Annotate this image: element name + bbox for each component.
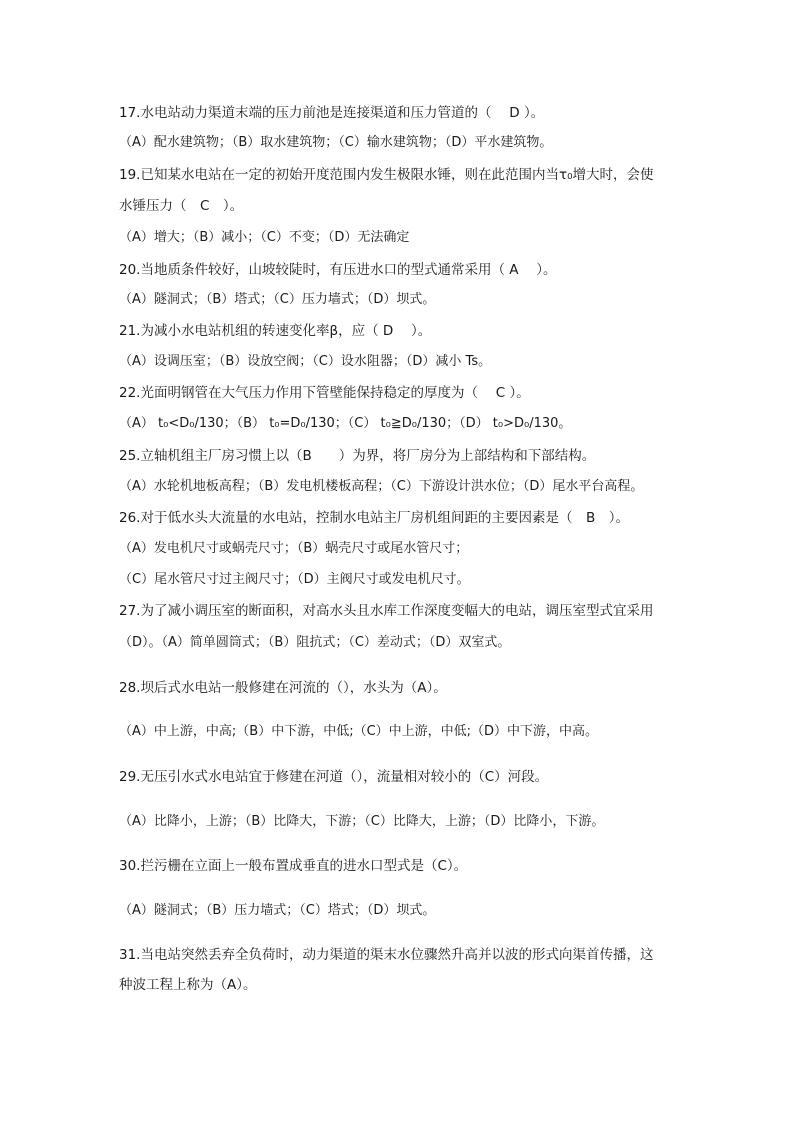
question-31-line-1: 31.当电站突然丢弃全负荷时，动力渠道的渠末水位骤然升高并以波的形式向渠首传播，这 — [119, 947, 654, 963]
question-19-line-1: 19.已知某水电站在一定的初始开度范围内发生极限水锤，则在此范围内当τ₀增大时，会使 — [119, 167, 654, 183]
question-21: 21.为减小水电站机组的转速变化率β，应（ D ）。 — [119, 323, 432, 339]
question-25-options: （A）水轮机地板高程；（B）发电机楼板高程；（C）下游设计洪水位；（D）尾水平台高程。 — [119, 479, 644, 494]
question-30: 30.拦污栅在立面上一般布置成垂直的进水口型式是（C）。 — [119, 858, 468, 874]
question-21-options: （A）设调压室；（B）设放空阀；（C）设水阻器；（D）减小 Ts。 — [119, 354, 492, 369]
question-22: 22.光面明钢管在大气压力作用下管壁能保持稳定的厚度为（ C ）。 — [119, 385, 530, 401]
question-26-options-1: （A）发电机尺寸或蜗壳尺寸；（B）蜗壳尺寸或尾水管尺寸； — [119, 541, 469, 556]
question-25: 25.立轴机组主厂房习惯上以（B ）为界，将厂房分为上部结构和下部结构。 — [119, 448, 596, 464]
question-31-line-2: 种波工程上称为（A）。 — [119, 977, 257, 993]
question-28: 28.坝后式水电站一般修建在河流的（），水头为（A）。 — [119, 680, 447, 696]
question-17: 17.水电站动力渠道末端的压力前池是连接渠道和压力管道的（ D ）。 — [119, 105, 545, 121]
question-20: 20.当地质条件较好，山坡较陡时，有压进水口的型式通常采用（ A ）。 — [119, 262, 557, 278]
question-29-options: （A）比降小，上游；（B）比降大，下游；（C）比降大，上游；（D）比降小，下游。 — [119, 814, 605, 829]
question-30-options: （A）隧洞式；（B）压力墙式；（C）塔式；（D）坝式。 — [119, 903, 436, 918]
question-29: 29.无压引水式水电站宜于修建在河道（），流量相对较小的（C）河段。 — [119, 769, 549, 785]
question-26: 26.对于低水头大流量的水电站，控制水电站主厂房机组间距的主要因素是（ B ）。 — [119, 510, 629, 526]
question-17-options: （A）配水建筑物；（B）取水建筑物；（C）输水建筑物；（D）平水建筑物。 — [119, 135, 553, 150]
question-26-options-2: （C）尾水管尺寸过主阀尺寸；（D）主阀尺寸或发电机尺寸。 — [119, 572, 470, 587]
question-27-line-1: 27.为了减小调压室的断面积，对高水头且水库工作深度变幅大的电站，调压室型式宜采用 — [119, 603, 654, 619]
question-28-options: （A）中上游，中高;（B）中下游，中低;（C）中上游，中低;（D）中下游，中高。 — [119, 724, 599, 739]
question-19-options: （A）增大；（B）减小；（C）不变；（D）无法确定 — [119, 230, 410, 245]
question-22-options: （A） t₀<D₀/130；（B） t₀=D₀/130；（C） t₀≧D₀/130；（D） t₀>D₀/130。 — [119, 416, 572, 431]
question-27-line-2: （D）。（A）简单圆筒式；（B）阻抗式；（C）差动式；（D）双室式。 — [119, 635, 511, 650]
question-20-options: （A）隧洞式；（B）塔式；（C）压力墙式；（D）坝式。 — [119, 292, 436, 307]
question-19-line-2: 水锤压力（ C ）。 — [119, 198, 244, 214]
